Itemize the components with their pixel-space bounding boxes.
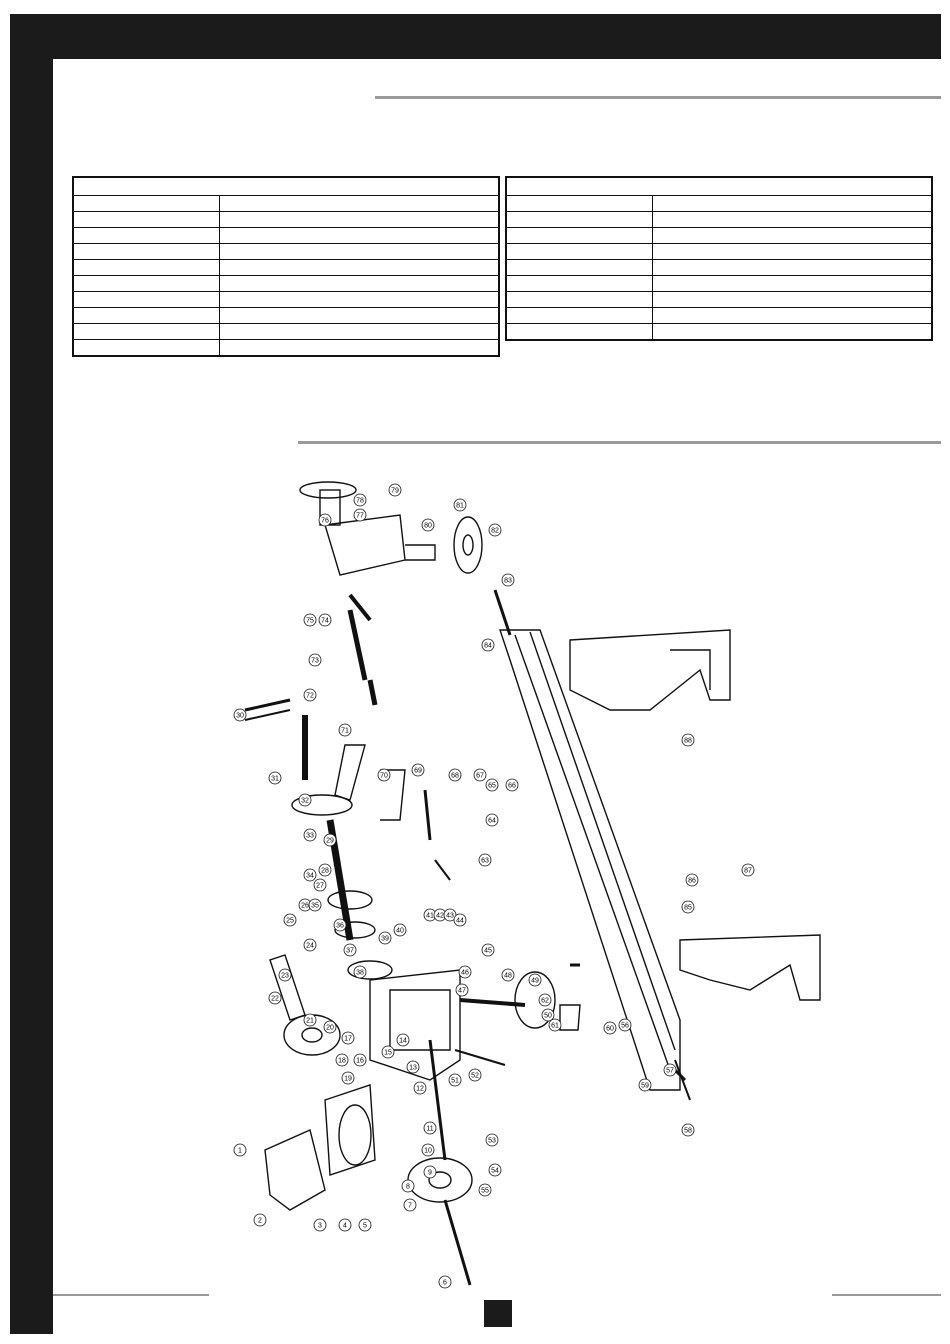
- table-row: [73, 212, 499, 228]
- spec-label-cell: [73, 276, 219, 292]
- spec-value-cell: [652, 212, 932, 228]
- part-callout-label: 72: [306, 692, 314, 700]
- part-callout-16: [354, 1054, 366, 1066]
- part-callout-label: 84: [484, 642, 492, 650]
- part-callout-64: [486, 814, 498, 826]
- table-row: [506, 276, 932, 292]
- spec-label-cell: [506, 212, 652, 228]
- table-row: [73, 340, 499, 357]
- part-callout-52: [469, 1069, 481, 1081]
- part-callout-label: 63: [481, 857, 489, 865]
- part-callout-44: [454, 914, 466, 926]
- part-callout-label: 58: [684, 1127, 692, 1135]
- part-callout-73: [309, 654, 321, 666]
- part-callout-32: [299, 794, 311, 806]
- side-bar: [10, 14, 53, 1334]
- header-bar: [10, 14, 941, 59]
- part-callout-label: 56: [621, 1022, 629, 1030]
- table-right-header-row: [506, 177, 932, 196]
- part-callout-label: 80: [424, 522, 432, 530]
- part-callout-70: [378, 769, 390, 781]
- part-callout-label: 35: [311, 902, 319, 910]
- part-callout-20: [324, 1021, 336, 1033]
- part-callout-76: [319, 514, 331, 526]
- part-callout-24: [304, 939, 316, 951]
- spec-label-cell: [73, 340, 219, 357]
- part-callout-label: 46: [461, 969, 469, 977]
- part-callout-48: [502, 969, 514, 981]
- part-callout-label: 47: [458, 987, 466, 995]
- part-callout-label: 36: [336, 922, 344, 930]
- part-callout-79: [389, 484, 401, 496]
- part-callout-label: 70: [380, 772, 388, 780]
- part-callout-label: 57: [666, 1067, 674, 1075]
- part-callout-82: [489, 524, 501, 536]
- table-row: [73, 228, 499, 244]
- part-callout-68: [449, 769, 461, 781]
- part-callout-label: 81: [456, 502, 464, 510]
- part-callout-label: 43: [446, 912, 454, 920]
- part-callout-53: [486, 1134, 498, 1146]
- part-callout-label: 7: [408, 1202, 412, 1210]
- part-callout-14: [397, 1034, 409, 1046]
- part-callout-label: 24: [306, 942, 314, 950]
- spec-value-cell: [219, 244, 499, 260]
- part-callout-45: [482, 944, 494, 956]
- part-callout-3: [314, 1219, 326, 1231]
- spec-label-cell: [506, 276, 652, 292]
- part-callout-35: [309, 899, 321, 911]
- table-right-header-cell: [506, 177, 932, 196]
- part-callout-65: [486, 779, 498, 791]
- part-callout-label: 54: [491, 1167, 499, 1175]
- part-callout-11: [424, 1122, 436, 1134]
- part-callout-label: 44: [456, 917, 464, 925]
- table-row: [506, 228, 932, 244]
- part-callout-label: 42: [436, 912, 444, 920]
- part-callout-label: 50: [544, 1012, 552, 1020]
- part-callout-label: 37: [346, 947, 354, 955]
- part-callout-1: [234, 1144, 246, 1156]
- spec-value-cell: [652, 276, 932, 292]
- part-callout-69: [412, 764, 424, 776]
- part-callout-label: 9: [428, 1169, 432, 1177]
- part-callout-63: [479, 854, 491, 866]
- part-callout-31: [269, 772, 281, 784]
- part-callout-label: 21: [306, 1017, 314, 1025]
- part-callout-78: [354, 494, 366, 506]
- part-callout-87: [742, 864, 754, 876]
- spec-table-right: [505, 176, 933, 341]
- part-callout-label: 83: [504, 577, 512, 585]
- spec-label-cell: [506, 244, 652, 260]
- part-callout-22: [269, 992, 281, 1004]
- part-callout-label: 62: [541, 997, 549, 1005]
- part-callout-50: [542, 1009, 554, 1021]
- spec-label-cell: [73, 196, 219, 212]
- table-row: [73, 292, 499, 308]
- part-callout-15: [382, 1046, 394, 1058]
- part-callout-49: [529, 974, 541, 986]
- table-row: [506, 244, 932, 260]
- spec-label-cell: [506, 228, 652, 244]
- part-callout-17: [342, 1032, 354, 1044]
- table-left-header-cell: [73, 177, 499, 196]
- part-callout-80: [422, 519, 434, 531]
- spec-value-cell: [219, 260, 499, 276]
- part-callout-12: [414, 1082, 426, 1094]
- part-callout-label: 48: [504, 972, 512, 980]
- part-callout-label: 78: [356, 497, 364, 505]
- part-callout-label: 85: [684, 904, 692, 912]
- part-callout-label: 14: [399, 1037, 407, 1045]
- spec-label-cell: [506, 260, 652, 276]
- part-callout-30: [234, 709, 246, 721]
- part-callout-label: 28: [321, 867, 329, 875]
- section-rule-top: [375, 96, 941, 99]
- part-callout-23: [279, 969, 291, 981]
- part-callout-label: 39: [381, 935, 389, 943]
- part-callout-label: 87: [744, 867, 752, 875]
- spec-label-cell: [73, 244, 219, 260]
- part-callout-label: 25: [286, 917, 294, 925]
- part-callout-56: [619, 1019, 631, 1031]
- part-callout-label: 5: [363, 1222, 367, 1230]
- part-callout-label: 86: [688, 877, 696, 885]
- part-callout-81: [454, 499, 466, 511]
- part-callout-label: 3: [318, 1222, 322, 1230]
- part-callout-label: 38: [356, 969, 364, 977]
- part-callout-label: 6: [443, 1279, 447, 1287]
- part-callout-36: [334, 919, 346, 931]
- table-row: [73, 244, 499, 260]
- part-callout-57: [664, 1064, 676, 1076]
- part-callout-67: [474, 769, 486, 781]
- spec-value-cell: [219, 212, 499, 228]
- part-callout-72: [304, 689, 316, 701]
- part-callout-label: 66: [508, 782, 516, 790]
- part-callout-83: [502, 574, 514, 586]
- spec-value-cell: [219, 228, 499, 244]
- part-callout-label: 2: [258, 1217, 262, 1225]
- part-callout-label: 27: [316, 882, 324, 890]
- part-callout-88: [682, 734, 694, 746]
- part-callout-label: 59: [641, 1082, 649, 1090]
- part-callout-label: 88: [684, 737, 692, 745]
- part-callout-85: [682, 901, 694, 913]
- part-callout-60: [604, 1022, 616, 1034]
- part-callout-label: 4: [343, 1222, 347, 1230]
- part-callout-label: 75: [306, 617, 314, 625]
- part-callout-51: [449, 1074, 461, 1086]
- part-callout-label: 22: [271, 995, 279, 1003]
- part-callout-label: 12: [416, 1085, 424, 1093]
- part-callout-label: 31: [271, 775, 279, 783]
- spec-value-cell: [652, 260, 932, 276]
- spec-value-cell: [219, 308, 499, 324]
- part-callout-66: [506, 779, 518, 791]
- part-callout-label: 11: [426, 1125, 434, 1133]
- spec-value-cell: [219, 276, 499, 292]
- part-callout-label: 60: [606, 1025, 614, 1033]
- part-callout-label: 68: [451, 772, 459, 780]
- part-callout-4: [339, 1219, 351, 1231]
- part-callout-9: [424, 1166, 436, 1178]
- part-callout-label: 65: [488, 782, 496, 790]
- part-callout-54: [489, 1164, 501, 1176]
- part-callout-7: [404, 1199, 416, 1211]
- spec-label-cell: [73, 260, 219, 276]
- spec-label-cell: [73, 308, 219, 324]
- table-left-header-row: [73, 177, 499, 196]
- part-callout-label: 26: [301, 902, 309, 910]
- part-callout-5: [359, 1219, 371, 1231]
- spec-value-cell: [652, 308, 932, 324]
- part-callout-label: 45: [484, 947, 492, 955]
- part-callout-label: 19: [344, 1075, 352, 1083]
- part-callout-label: 53: [488, 1137, 496, 1145]
- exploded-parts-diagram: [230, 460, 850, 1290]
- part-callout-label: 55: [481, 1187, 489, 1195]
- part-callout-label: 71: [341, 727, 349, 735]
- part-callout-label: 49: [531, 977, 539, 985]
- part-callout-71: [339, 724, 351, 736]
- part-callout-77: [354, 509, 366, 521]
- part-callout-10: [422, 1144, 434, 1156]
- part-callout-46: [459, 966, 471, 978]
- part-callout-59: [639, 1079, 651, 1091]
- spec-label-cell: [73, 228, 219, 244]
- part-callout-label: 1: [238, 1147, 242, 1155]
- spec-value-cell: [219, 196, 499, 212]
- table-row: [506, 196, 932, 212]
- table-row: [506, 260, 932, 276]
- part-callout-18: [336, 1054, 348, 1066]
- part-callout-label: 76: [321, 517, 329, 525]
- part-callout-25: [284, 914, 296, 926]
- spec-value-cell: [652, 324, 932, 341]
- part-callout-40: [394, 924, 406, 936]
- spec-value-cell: [652, 292, 932, 308]
- part-callout-label: 16: [356, 1057, 364, 1065]
- part-callout-label: 15: [384, 1049, 392, 1057]
- table-row: [73, 196, 499, 212]
- footer-rule-right: [832, 1294, 941, 1296]
- part-callout-label: 30: [236, 712, 244, 720]
- part-callout-21: [304, 1014, 316, 1026]
- spec-value-cell: [652, 228, 932, 244]
- table-row: [506, 324, 932, 341]
- part-callout-label: 8: [406, 1183, 410, 1191]
- table-row: [73, 308, 499, 324]
- spec-table-left: [72, 176, 500, 357]
- table-row: [73, 324, 499, 340]
- part-callout-61: [549, 1019, 561, 1031]
- part-callout-62: [539, 994, 551, 1006]
- table-row: [506, 292, 932, 308]
- part-callout-label: 10: [424, 1147, 432, 1155]
- part-callout-label: 61: [551, 1022, 559, 1030]
- spec-label-cell: [506, 324, 652, 341]
- spec-label-cell: [73, 324, 219, 340]
- part-callout-33: [304, 829, 316, 841]
- table-row: [506, 212, 932, 228]
- part-callout-8: [402, 1180, 414, 1192]
- spec-value-cell: [652, 244, 932, 260]
- part-callout-58: [682, 1124, 694, 1136]
- part-callout-84: [482, 639, 494, 651]
- part-callout-19: [342, 1072, 354, 1084]
- spec-value-cell: [219, 324, 499, 340]
- section-rule-diagram: [298, 441, 941, 444]
- part-callout-37: [344, 944, 356, 956]
- part-callout-38: [354, 966, 366, 978]
- part-callout-34: [304, 869, 316, 881]
- part-callout-label: 67: [476, 772, 484, 780]
- footer-rule-left: [53, 1294, 209, 1296]
- part-callout-label: 20: [326, 1024, 334, 1032]
- spec-value-cell: [219, 292, 499, 308]
- part-callout-27: [314, 879, 326, 891]
- part-callout-label: 34: [306, 872, 314, 880]
- part-callout-label: 69: [414, 767, 422, 775]
- part-callout-74: [319, 614, 331, 626]
- part-callout-label: 13: [409, 1064, 417, 1072]
- part-callout-label: 79: [391, 487, 399, 495]
- table-row: [506, 308, 932, 324]
- part-callout-label: 33: [306, 832, 314, 840]
- table-row: [73, 260, 499, 276]
- part-callout-label: 64: [488, 817, 496, 825]
- part-callout-29: [324, 834, 336, 846]
- part-callout-75: [304, 614, 316, 626]
- part-callout-label: 52: [471, 1072, 479, 1080]
- page-number-box: [484, 1300, 512, 1327]
- part-callout-label: 23: [281, 972, 289, 980]
- spec-value-cell: [652, 196, 932, 212]
- part-callout-39: [379, 932, 391, 944]
- part-callout-label: 29: [326, 837, 334, 845]
- part-callout-label: 74: [321, 617, 329, 625]
- part-callout-13: [407, 1061, 419, 1073]
- part-callout-label: 51: [451, 1077, 459, 1085]
- part-callout-2: [254, 1214, 266, 1226]
- part-callout-47: [456, 984, 468, 996]
- part-callout-label: 17: [344, 1035, 352, 1043]
- spec-label-cell: [506, 196, 652, 212]
- part-callout-label: 73: [311, 657, 319, 665]
- spec-value-cell: [219, 340, 499, 357]
- table-row: [73, 276, 499, 292]
- part-callout-28: [319, 864, 331, 876]
- part-callout-label: 77: [356, 512, 364, 520]
- part-callout-label: 18: [338, 1057, 346, 1065]
- part-callout-86: [686, 874, 698, 886]
- spec-label-cell: [506, 308, 652, 324]
- part-callout-label: 40: [396, 927, 404, 935]
- part-callout-label: 32: [301, 797, 309, 805]
- spec-label-cell: [73, 212, 219, 228]
- spec-label-cell: [506, 292, 652, 308]
- part-callout-label: 82: [491, 527, 499, 535]
- part-callout-55: [479, 1184, 491, 1196]
- part-callout-6: [439, 1276, 451, 1288]
- spec-label-cell: [73, 292, 219, 308]
- part-callout-label: 41: [426, 912, 434, 920]
